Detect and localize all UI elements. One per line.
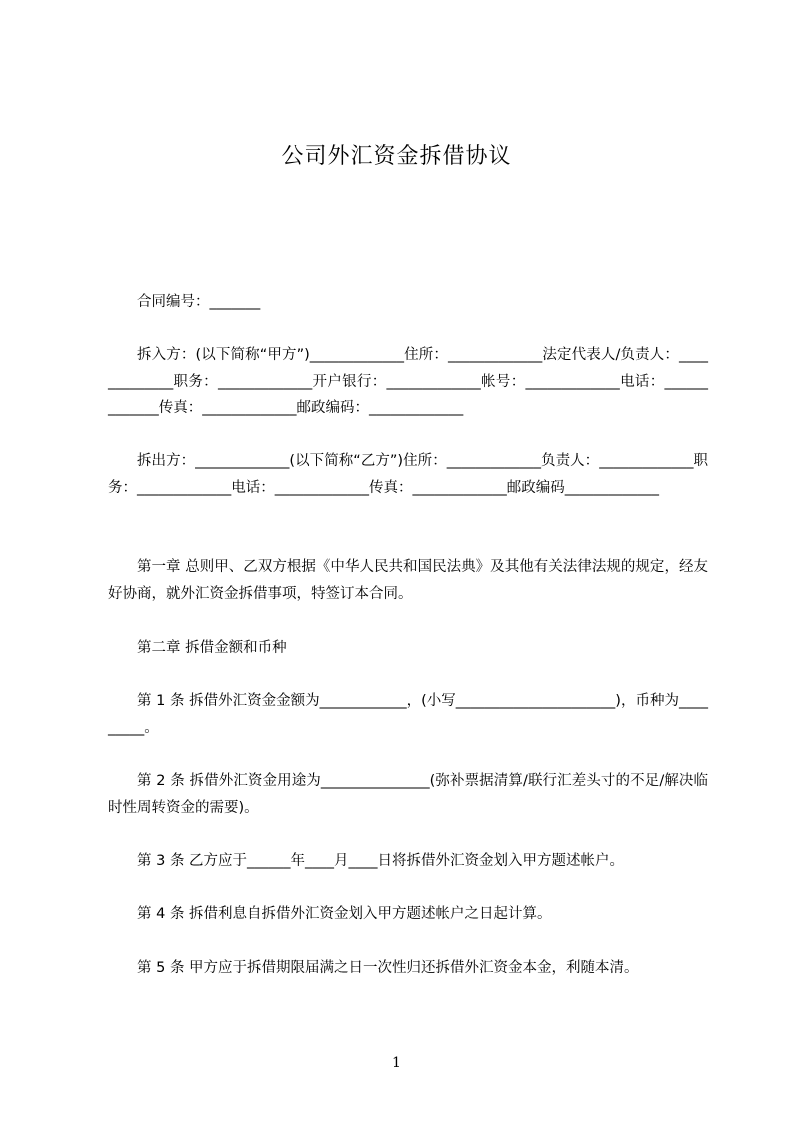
chapter-2-heading: 第二章 拆借金额和币种 — [137, 640, 287, 656]
chapter-1-general: 第一章 总则甲、乙双方根据《中华人民共和国民法典》及其他有关法律法规的规定，经友好协商，就外汇资金拆借事项，特签订本合同。 — [108, 559, 708, 602]
article-1: 第 1 条 拆借外汇资金金额为____________，(小写______________________)，币种为_________。 — [108, 693, 708, 736]
article-2: 第 2 条 拆借外汇资金用途为_______________(弥补票据清算/联行汇差头寸的不足/解决临时性周转资金的需要)。 — [108, 773, 708, 816]
party-a-info: 拆入方：(以下简称“甲方”)_____________住所：_____________法定代表人/负责人：_____________职务：_____________开户银行：_____________帐号：_____________电话：_____________传真：_____________邮政编码：_____________ — [108, 347, 708, 416]
document-title: 公司外汇资金拆借协议 — [281, 144, 512, 169]
page-number: 1 — [392, 1055, 401, 1071]
party-b-info: 拆出方：_____________(以下简称“乙方”)住所：_____________负责人：_____________职务：_____________电话：_____________传真：_____________邮政编码_____________ — [108, 453, 708, 496]
article-4: 第 4 条 拆借利息自拆借外汇资金划入甲方题述帐户之日起计算。 — [137, 906, 552, 922]
article-5: 第 5 条 甲方应于拆借期限届满之日一次性归还拆借外汇资金本金，利随本清。 — [137, 960, 639, 976]
article-3: 第 3 条 乙方应于______年____月____日将拆借外汇资金划入甲方题述帐户。 — [137, 853, 625, 869]
contract-number: 合同编号：_______ — [137, 294, 261, 310]
